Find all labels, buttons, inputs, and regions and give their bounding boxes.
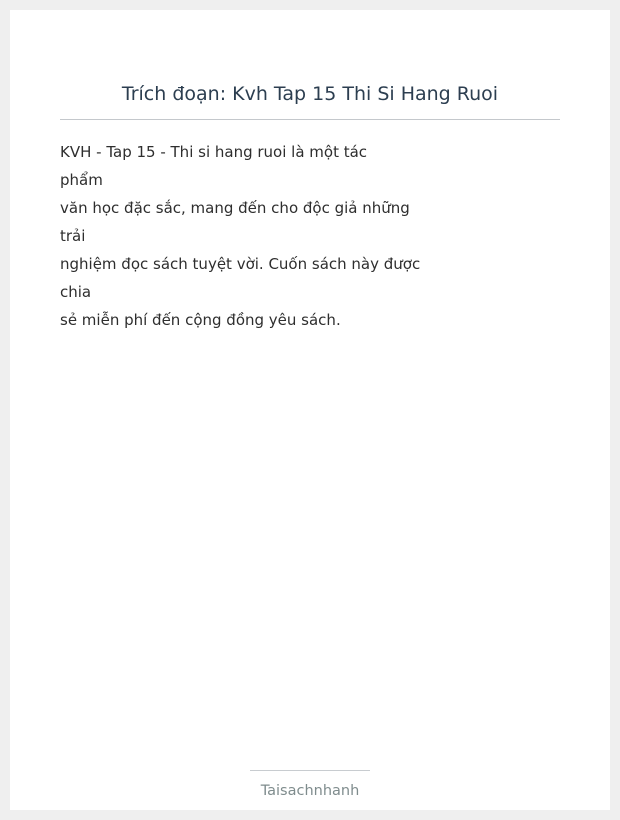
body-line: trải xyxy=(60,227,86,245)
page-title: Trích đoạn: Kvh Tap 15 Thi Si Hang Ruoi xyxy=(121,83,499,105)
footer-site-name: Taisachnhanh xyxy=(260,783,360,799)
body-line: chia xyxy=(60,283,92,301)
body-line: nghiệm đọc sách tuyệt vời. Cuốn sách này được xyxy=(60,255,421,273)
title-divider xyxy=(60,119,560,120)
body-line: KVH - Tap 15 - Thi si hang ruoi là một tác xyxy=(60,143,368,161)
excerpt-body xyxy=(60,138,420,334)
body-line: văn học đặc sắc, mang đến cho độc giả những xyxy=(60,199,410,217)
body-line: phẩm xyxy=(60,171,103,189)
body-line: sẻ miễn phí đến cộng đồng yêu sách. xyxy=(60,311,341,329)
document-page xyxy=(10,10,610,810)
footer-divider xyxy=(250,770,370,771)
